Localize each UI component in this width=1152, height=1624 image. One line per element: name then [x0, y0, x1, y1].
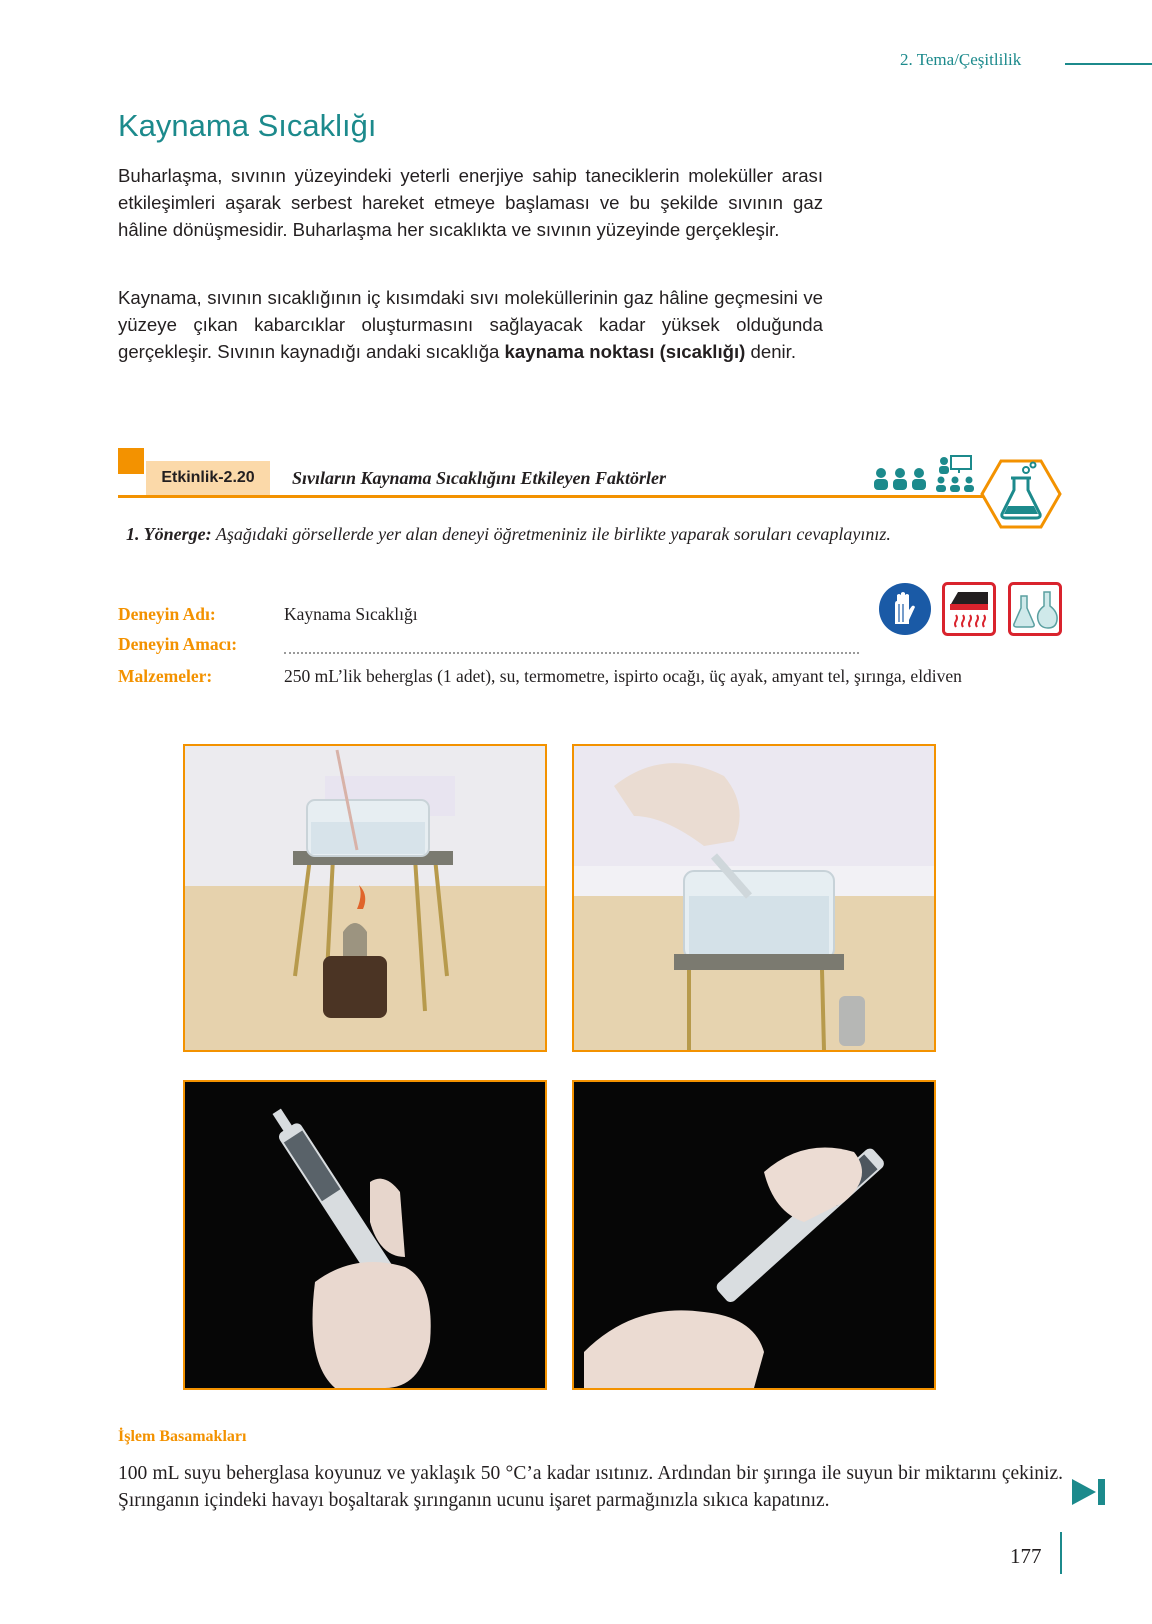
instruction-text: Aşağıdaki görsellerde yer alan deneyi öğretmeniniz ile birlikte yaparak soruları cevaplayınız.	[211, 524, 891, 544]
paragraph-boiling-text-1: Kaynama, sıvının sıcaklığının iç kısımdaki sıvı moleküllerinin gaz hâline geçmesini ve yüzeye çıkan kabarcıklar oluşturmasını sağlayacak kadar yüksek olduğunda gerçekleşir. Sıvının kaynadığı andaki sıcaklığa	[118, 287, 823, 362]
hot-surface-safety-icon	[942, 582, 996, 636]
page-title: Kaynama Sıcaklığı	[118, 108, 377, 143]
instruction-label: 1. Yönerge:	[126, 524, 212, 544]
experiment-name-label: Deneyin Adı:	[118, 604, 216, 624]
instruction	[126, 524, 891, 545]
materials-label: Malzemeler:	[118, 666, 213, 686]
photo-syringe-finger-closed	[572, 1080, 936, 1390]
photo-syringe-drawing-water	[572, 744, 936, 1052]
steps-text: 100 mL suyu beherglasa koyunuz ve yaklaşık 50 °C’a kadar ısıtınız. Ardından bir şırınga ile suyun bir miktarını çekiniz. Şırınganın içindeki havayı boşaltarak şırınganın ucunu işaret parmağınızla sıkıca kapatınız.	[118, 1463, 1063, 1511]
lab-flask-hexagon-icon	[980, 458, 1062, 530]
activity-badge: Etkinlik-2.20	[146, 461, 270, 495]
teacher-class-icon	[935, 455, 975, 493]
paragraph-boiling-bold: kaynama noktası (sıcaklığı)	[504, 341, 746, 362]
paragraph-boiling-text-2: denir.	[745, 341, 796, 362]
next-page-icon[interactable]	[1070, 1476, 1108, 1508]
experiment-aim-label: Deneyin Amacı:	[118, 634, 238, 654]
gloves-safety-icon	[878, 582, 932, 636]
header-rule	[1065, 63, 1152, 65]
group-work-icon	[872, 466, 928, 492]
materials-value: 250 mL’lik beherglas (1 adet), su, termometre, ispirto ocağı, üç ayak, amyant tel, şırınga, eldiven	[284, 666, 962, 686]
activity-title: Sıvıların Kaynama Sıcaklığını Etkileyen Faktörler	[292, 468, 667, 488]
photo-heating-beaker	[183, 744, 547, 1052]
activity-rule	[118, 495, 990, 498]
glassware-safety-icon	[1008, 582, 1062, 636]
experiment-aim-dotted-line	[284, 652, 859, 654]
photo-syringe-upright	[183, 1080, 547, 1390]
paragraph-boiling	[118, 284, 823, 365]
theme-header: 2. Tema/Çeşitlilik	[900, 50, 1022, 69]
experiment-name-value: Kaynama Sıcaklığı	[284, 604, 418, 624]
steps-title: İşlem Basamakları	[118, 1428, 247, 1445]
page-number-rule	[1060, 1532, 1062, 1574]
paragraph-evaporation: Buharlaşma, sıvının yüzeyindeki yeterli enerjiye sahip taneciklerin moleküller arası etkileşimleri aşarak serbest hareket etmeye başlaması ve bu şekilde sıvının gaz hâline dönüşmesidir. Buharlaşma her sıcaklıkta ve sıvının yüzeyinde gerçekleşir.	[118, 165, 823, 240]
page-number: 177	[1010, 1544, 1042, 1568]
activity-orange-square	[118, 448, 144, 474]
